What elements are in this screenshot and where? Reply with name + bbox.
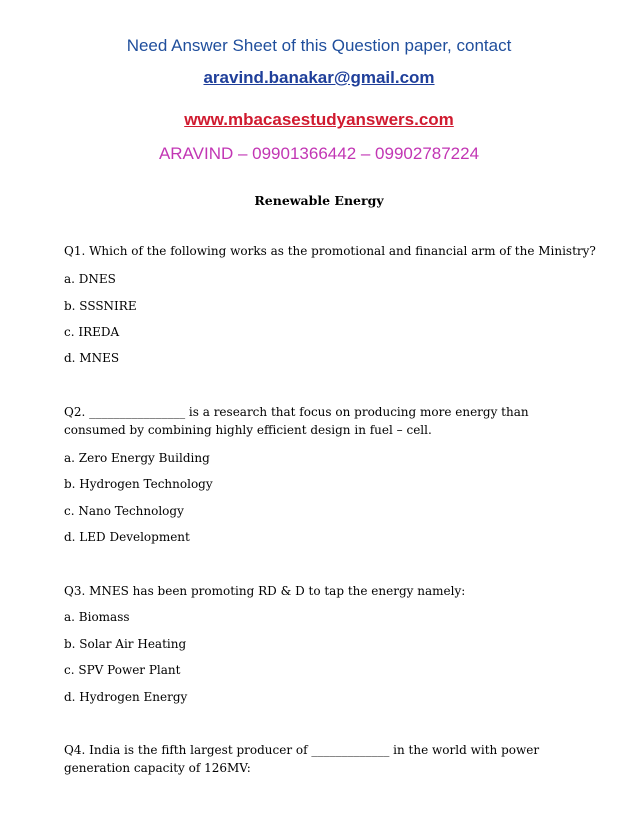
question-1-option-a: a. DNES bbox=[64, 272, 116, 286]
question-2-text-line-1: Q2. ________________ is a research that focus on producing more energy than bbox=[64, 405, 529, 419]
question-3-option-a: a. Biomass bbox=[64, 610, 130, 624]
document-title: Renewable Energy bbox=[254, 193, 384, 208]
question-2-option-d: d. LED Development bbox=[64, 530, 190, 544]
question-1-text: Q1. Which of the following works as the promotional and financial arm of the Ministry? bbox=[64, 244, 596, 258]
question-2-option-b: b. Hydrogen Technology bbox=[64, 477, 213, 491]
question-4-text-line-2: generation capacity of 126MV: bbox=[64, 761, 251, 775]
question-3-option-d: d. Hydrogen Energy bbox=[64, 690, 188, 704]
question-1-option-d: d. MNES bbox=[64, 351, 120, 365]
email-link[interactable]: aravind.banakar@gmail.com bbox=[203, 68, 435, 87]
question-3-text: Q3. MNES has been promoting RD & D to tap the energy namely: bbox=[64, 584, 466, 598]
website-link[interactable]: www.mbacasestudyanswers.com bbox=[184, 110, 454, 129]
phone-numbers: ARAVIND – 09901366442 – 09902787224 bbox=[158, 144, 480, 163]
question-1-option-b: b. SSSNIRE bbox=[64, 299, 137, 313]
question-3-option-b: b. Solar Air Heating bbox=[64, 637, 187, 651]
question-2-option-c: c. Nano Technology bbox=[64, 504, 184, 518]
question-2-text-line-2: consumed by combining highly efficient design in fuel – cell. bbox=[64, 423, 432, 437]
contact-notice: Need Answer Sheet of this Question paper, contact bbox=[126, 36, 512, 55]
question-2-option-a: a. Zero Energy Building bbox=[64, 451, 210, 465]
question-4-text-line-1: Q4. India is the fifth largest producer of _____________ in the world with power bbox=[64, 743, 540, 757]
question-3-option-c: c. SPV Power Plant bbox=[64, 663, 181, 677]
question-1-option-c: c. IREDA bbox=[64, 325, 120, 339]
